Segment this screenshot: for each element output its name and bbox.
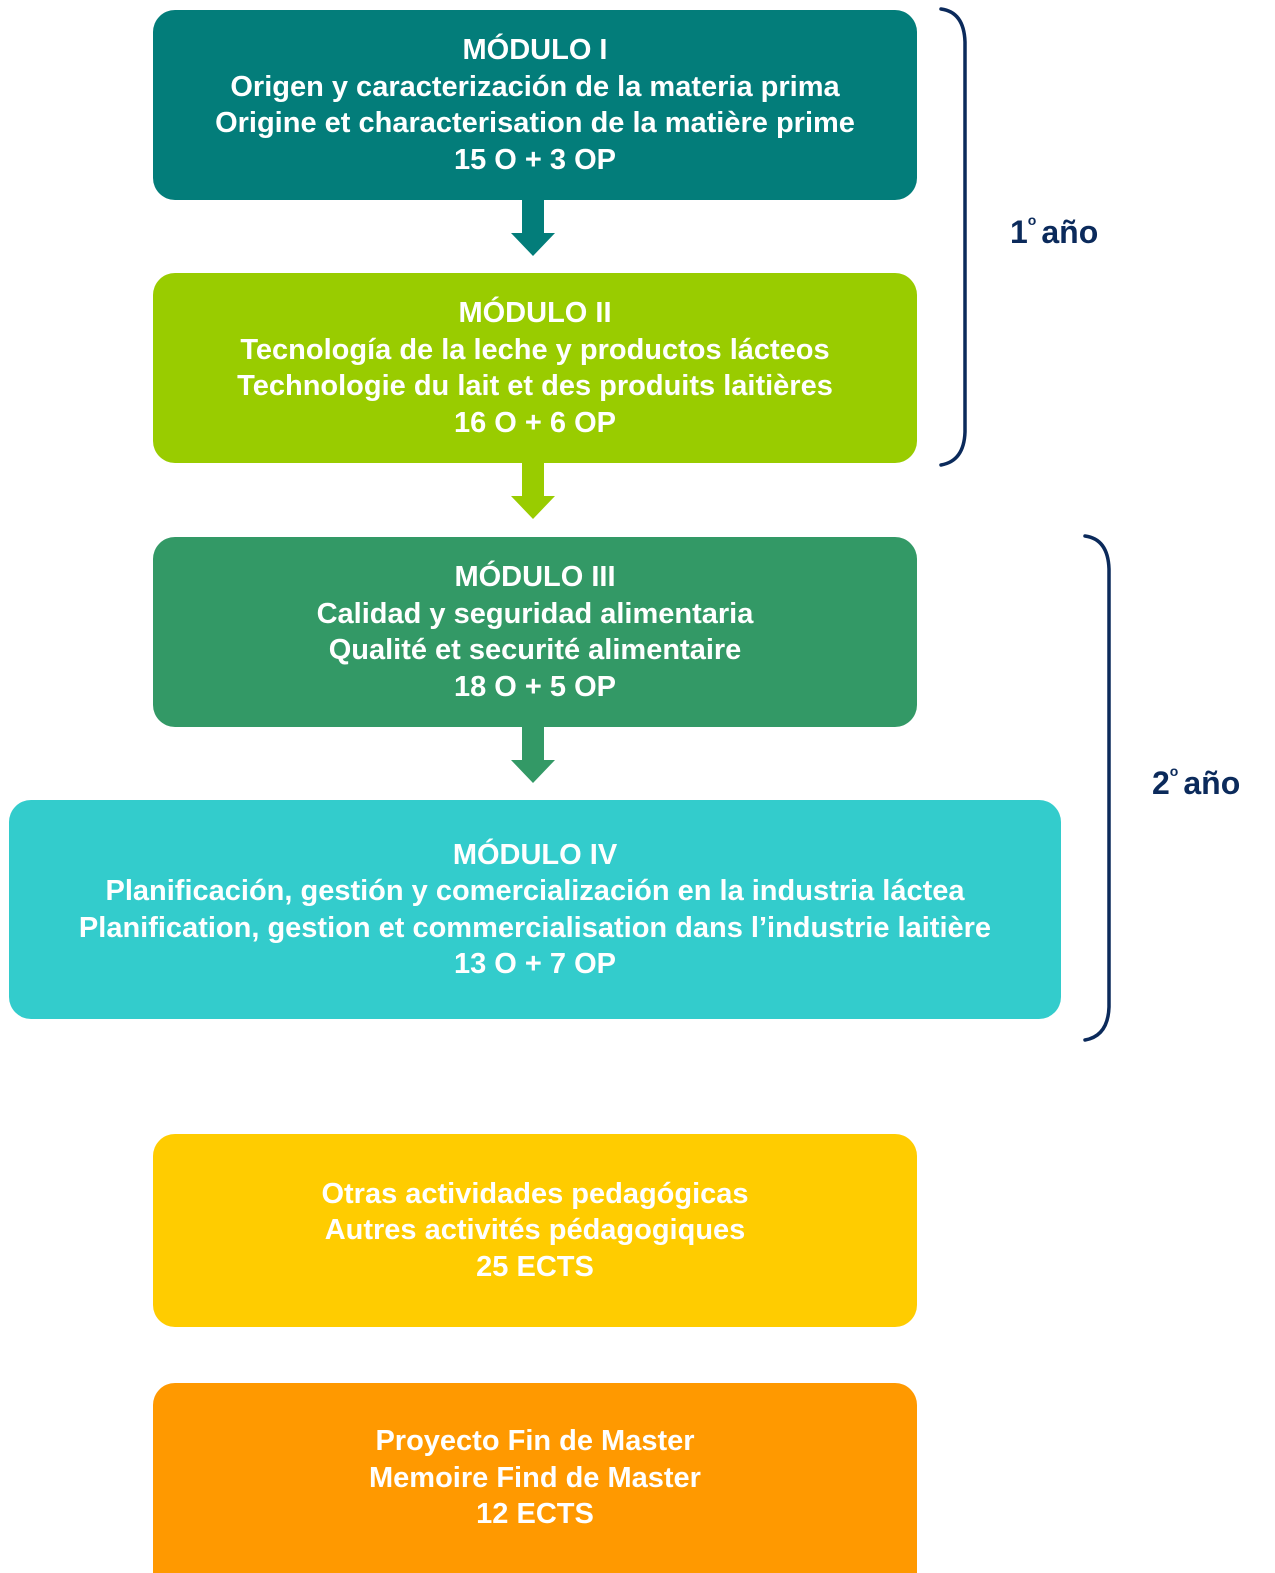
module-2-credits: 16 O + 6 OP xyxy=(453,406,616,439)
module-1-credits: 15 O + 3 OP xyxy=(453,143,616,176)
year-2-label xyxy=(1152,763,1240,802)
year-2-word: año xyxy=(1183,765,1241,801)
module-3-name-es: Calidad y seguridad alimentaria xyxy=(316,597,754,630)
module-1-name-es: Origen y caracterización de la materia prima xyxy=(230,70,840,103)
module-2-name-fr: Technologie du lait et des produits laitières xyxy=(237,370,833,402)
module-4-credits: 13 O + 7 OP xyxy=(453,948,616,980)
module-4-name-es: Planificación, gestión y comercialización en la industria láctea xyxy=(105,875,965,907)
module-2-title: MÓDULO II xyxy=(458,297,612,329)
year-1-brace xyxy=(938,8,972,466)
final-project-name-es: Proyecto Fin de Master xyxy=(375,1425,695,1458)
module-3-credits: 18 O + 5 OP xyxy=(453,670,616,703)
year-1-ordinal: o xyxy=(1027,212,1037,228)
arrow-1-shape xyxy=(511,200,555,256)
arrow-down-icon xyxy=(511,463,555,519)
other-activities-credits: 25 ECTS xyxy=(476,1250,594,1283)
other-activities-box xyxy=(153,1134,917,1327)
module-3-box xyxy=(153,537,917,727)
module-2-box xyxy=(153,273,917,463)
year-1-label xyxy=(1010,212,1098,251)
year-2-number: 2 xyxy=(1152,765,1170,801)
other-activities-name-es: Otras actividades pedagógicas xyxy=(321,1177,749,1210)
final-project-credits: 12 ECTS xyxy=(476,1498,594,1531)
module-4-name-fr: Planification, gestion et commercialisation dans l’industrie laitière xyxy=(78,911,992,944)
arrow-down-icon xyxy=(511,727,555,783)
module-4-title: MÓDULO IV xyxy=(452,838,618,871)
year-1-brace-path xyxy=(941,9,965,465)
year-1-word: año xyxy=(1041,214,1099,250)
module-1-box xyxy=(153,10,917,200)
year-2-brace-path xyxy=(1085,536,1109,1040)
module-3-name-fr: Qualité et securité alimentaire xyxy=(328,634,742,666)
module-3-title: MÓDULO III xyxy=(454,561,616,593)
arrow-2-shape xyxy=(511,463,555,519)
arrow-down-icon xyxy=(511,200,555,256)
module-1-title: MÓDULO I xyxy=(462,34,608,66)
year-1-number: 1 xyxy=(1010,214,1028,250)
other-activities-name-fr: Autres activités pédagogiques xyxy=(324,1214,746,1247)
year-2-brace xyxy=(1082,535,1116,1041)
module-1-name-fr: Origine et characterisation de la matière prime xyxy=(215,107,855,139)
final-project-name-fr: Memoire Find de Master xyxy=(369,1461,701,1494)
module-2-name-es: Tecnología de la leche y productos lácteos xyxy=(240,333,830,366)
final-project-box xyxy=(153,1383,917,1573)
arrow-3-shape xyxy=(511,727,555,783)
year-2-ordinal: o xyxy=(1169,763,1179,779)
module-4-box xyxy=(9,800,1061,1019)
